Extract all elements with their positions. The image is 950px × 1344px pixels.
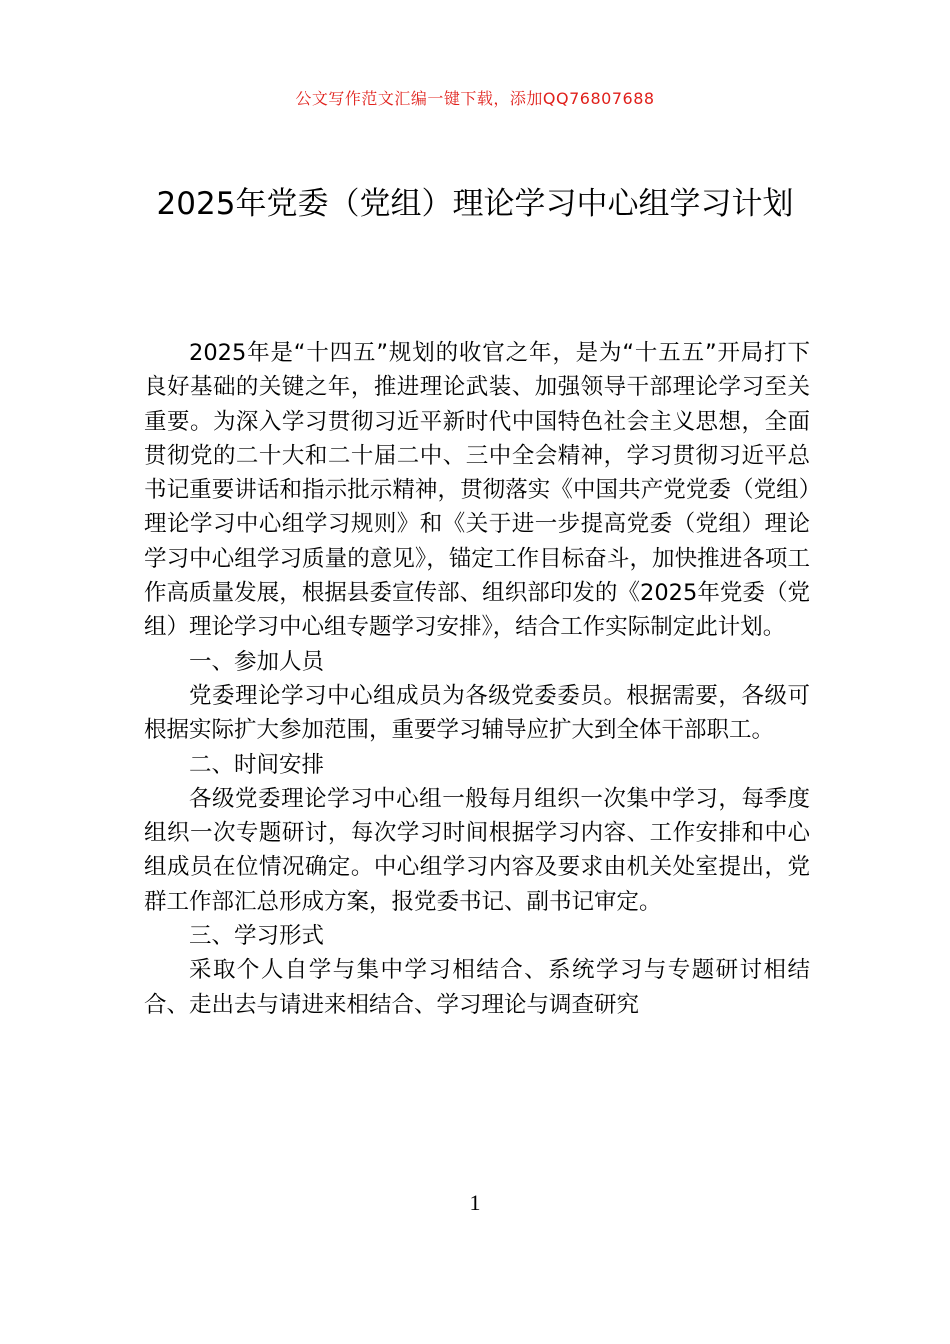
page-number: 1 — [469, 1190, 481, 1215]
participants-paragraph: 党委理论学习中心组成员为各级党委委员。根据需要，各级可根据实际扩大参加范围，重要学习辅导应扩大到全体干部职工。 — [144, 682, 810, 744]
section-heading-schedule: 二、时间安排 — [189, 751, 325, 778]
intro-paragraph: 2025年是“十四五”规划的收官之年，是为“十五五”开局打下良好基础的关键之年，推进理论武装、加强领导干部理论学习至关重要。为深入学习贯彻习近平新时代中国特色社会主义思想，全面贯彻党的二十大和二十届二中、三中全会精神，学习贯彻习近平总书记重要讲话和指示批示精神，贯彻落实《中国共产党党委（党组）理论学习中心组学习规则》和《关于进一步提高党委（党组）理论学习中心组学习质量的意见》，锚定工作目标奋斗，加快推进各项工作高质量发展，根据县委宣传部、组织部印发的《2025年党委（党组）理论学习中心组专题学习安排》，结合工作实际制定此计划。 — [144, 340, 810, 641]
schedule-paragraph: 各级党委理论学习中心组一般每月组织一次集中学习，每季度组织一次专题研讨，每次学习时间根据学习内容、工作安排和中心组成员在位情况确定。中心组学习内容及要求由机关处室提出，党群工作部汇总形成方案，报党委书记、副书记审定。 — [144, 785, 810, 915]
document-body — [144, 336, 810, 1022]
format-paragraph: 采取个人自学与集中学习相结合、系统学习与专题研讨相结合、走出去与请进来相结合、学习理论与调查研究 — [144, 957, 810, 1018]
document-title: 2025年党委（党组）理论学习中心组学习计划 — [156, 186, 794, 222]
section-heading-participants: 一、参加人员 — [189, 648, 325, 675]
download-notice: 公文写作范文汇编一键下载，添加QQ76807688 — [295, 89, 655, 108]
section-heading-format: 三、学习形式 — [189, 923, 325, 950]
